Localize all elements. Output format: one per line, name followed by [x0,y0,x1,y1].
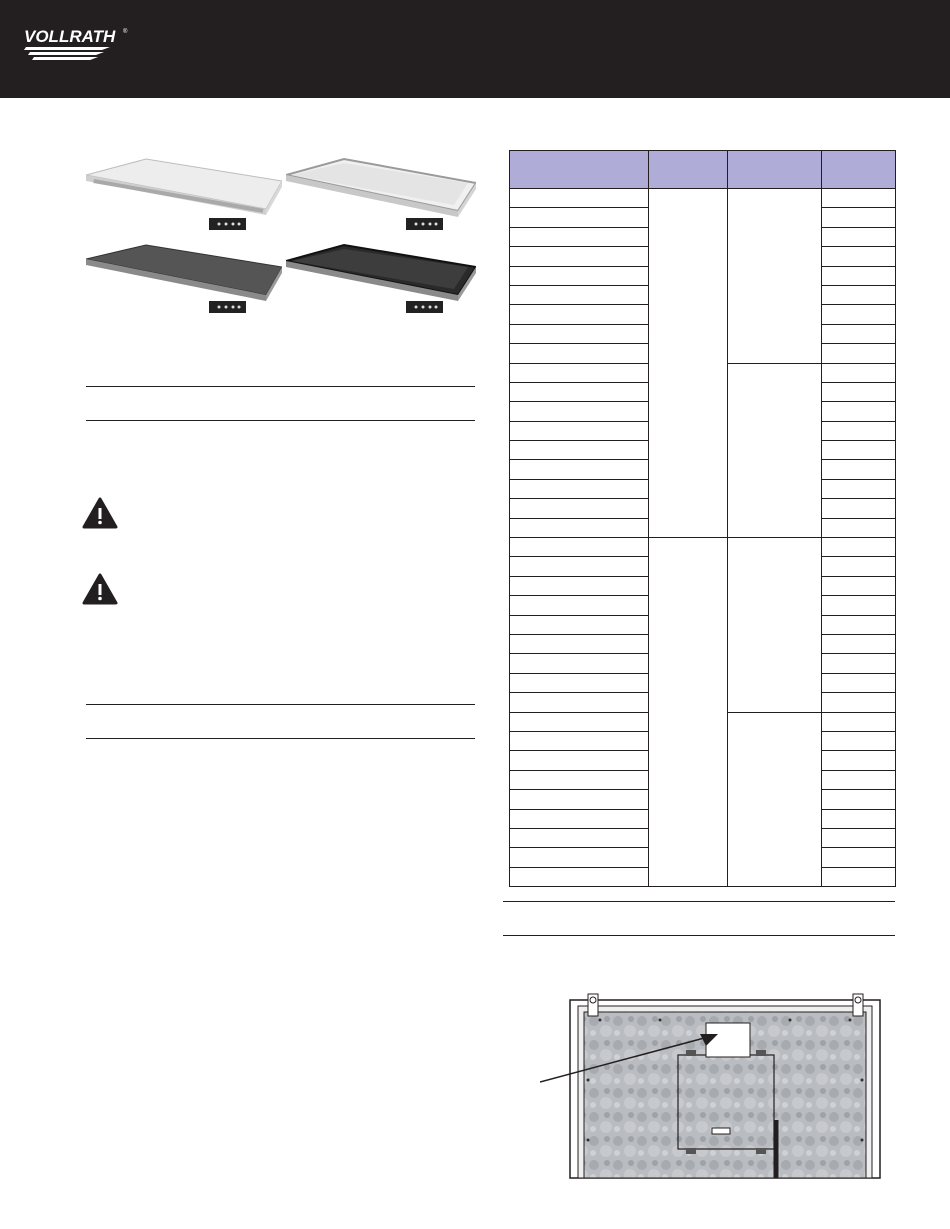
white-hot-plate-rimmed-image [286,155,476,235]
table-header-cell [510,151,649,189]
section-rule-bottom [503,935,895,936]
section-rule-top [86,386,475,387]
section-rule-bottom [86,420,475,421]
white-hot-plate-flat-image [86,155,282,235]
table-header-cell [822,151,896,189]
spec-table [509,150,896,887]
section-rule-bottom [86,738,475,739]
svg-text:VOLLRATH: VOLLRATH [24,27,116,46]
warning-icon [82,497,118,529]
table-header-cell [728,151,822,189]
table-header-row [510,151,896,189]
header-bar [0,0,950,98]
black-hot-plate-rimmed-image [286,243,476,319]
svg-text:®: ® [123,29,128,35]
table-row [510,189,896,208]
section-rule-top [86,704,475,705]
black-hot-plate-flat-image [86,243,282,319]
underside-diagram [540,990,895,1180]
table-header-cell [649,151,728,189]
table-row [510,538,896,557]
warning-icon [82,573,118,605]
section-rule-top [503,901,895,902]
vollrath-logo [22,22,132,64]
